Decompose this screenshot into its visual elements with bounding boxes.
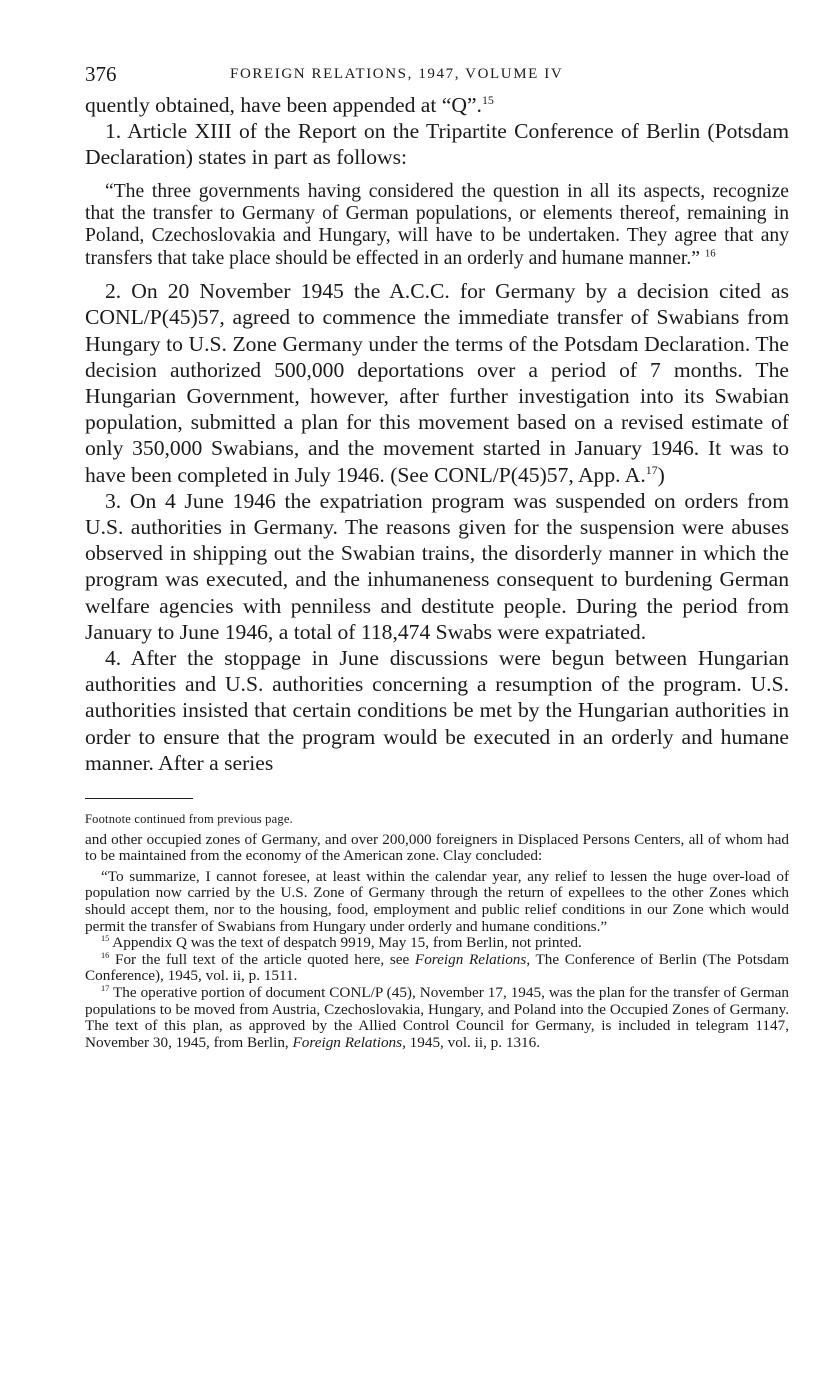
footnote-15: $^{15}$ Appendix Q was the text of despatch 9919, May 15, from Berlin, not printed.	[101, 934, 582, 952]
continuation-paragraph: quently obtained, have been appended at “Q”.$^{15}$	[85, 92, 494, 117]
paragraph-4: 4. After the stoppage in June discussions were begun between Hungarian authorities and U.S. authorities concerning a resumption of the program. U.S. authorities insisted that certain conditions be met by the Hungarian authorities in order to ensure that the program would be executed in an orderly and humane manner. After a series	[85, 646, 789, 775]
page-number: 376	[85, 62, 117, 86]
footnote-divider	[85, 798, 193, 799]
footnote-16: $^{16}$ For the full text of the article quoted here, see Foreign Relations, The Conference of Berlin (The Potsdam Conference), 1945, vol. ii, p. 1511.	[85, 950, 790, 985]
footnote-continued-label: Footnote continued from previous page.	[85, 812, 293, 827]
main-text	[85, 92, 789, 776]
running-title: FOREIGN RELATIONS, 1947, VOLUME IV	[230, 66, 564, 82]
footnote-continuation: and other occupied zones of Germany, and over 200,000 foreigners in Displaced Persons Centers, all of whom had to be maintained from the economy of the American zone. Clay concluded:	[85, 830, 789, 865]
document-page	[85, 58, 789, 1051]
footnote-ref-17: 17	[645, 462, 658, 477]
quote-text: “The three governments having considered the question in all its aspects, recognize that the transfer to Germany of German populations, or elements thereof, remaining in Poland, Czechoslovakia and Hungary, will have to be undertaken. They agree that any transfers that take place should be effected in an orderly and humane manner.” $^{16}$	[85, 180, 789, 269]
block-quote	[85, 181, 789, 271]
footnote-17: $^{17}$ The operative portion of document CONL/P (45), November 17, 1945, was the plan for the transfer of German populations to be moved from Austria, Czechoslovakia, Hungary, and Poland into the Occupied Zones of Germany. The text of this plan, as approved by the Allied Control Council for Germany, is included in telegram 1147, November 30, 1945, from Berlin, Foreign Relations, 1945, vol. ii, p. 1316.	[85, 983, 789, 1051]
footnote-ref-15: 15	[481, 92, 494, 107]
paragraph-1: 1. Article XIII of the Report on the Tripartite Conference of Berlin (Potsdam Declaration) states in part as follows:	[85, 119, 789, 170]
footnote-quote: “To summarize, I cannot foresee, at least within the calendar year, any relief to lessen the huge over-load of population now carried by the U.S. Zone of Germany through the return of expellees to the other Zones which should accept them, nor to the housing, food, employment and public relief conditions in our Zone which would permit the transfer of Swabians from Hungary under orderly and humane conditions.”	[85, 867, 789, 935]
page-header	[85, 58, 789, 92]
paragraph-3: 3. On 4 June 1946 the expatriation program was suspended on orders from U.S. authorities in Germany. The reasons given for the suspension were abuses observed in shipping out the Swabian trains, the disorderly manner in which the program was executed, and the inhumaneness consequent to burdening German welfare agencies with penniless and destitute people. During the period from January to June 1946, a total of 118,474 Swabs were expatriated.	[85, 488, 789, 644]
paragraph-2: 2. On 20 November 1945 the A.C.C. for Germany by a decision cited as CONL/P(45)57, agreed to commence the immediate transfer of Swabians from Hungary to U.S. Zone Germany under the terms of the Potsdam Declaration. The decision authorized 500,000 deportations over a period of 7 months. The Hungarian Government, however, after further investigation into its Swabian population, submitted a plan for this movement based on a revised estimate of only 350,000 Swabians, and the movement started in January 1946. It was to have been completed in July 1946. (See CONL/P(45)57, App. A.$^{17}$)	[85, 279, 789, 487]
footnote-ref-16: 16	[704, 247, 716, 260]
footnotes	[85, 811, 789, 1051]
